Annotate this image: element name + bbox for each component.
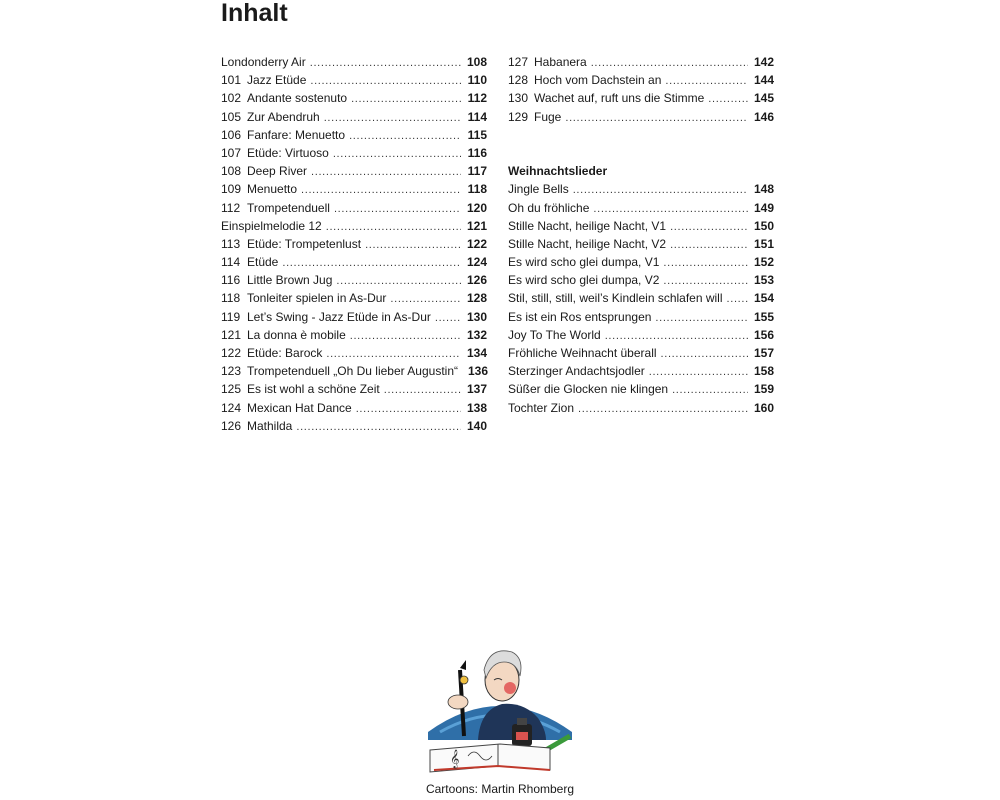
entry-page-number: 155 — [753, 309, 774, 324]
entry-title: Jingle Bells — [508, 182, 569, 197]
dot-leader — [727, 290, 748, 308]
entry-page-number: 148 — [753, 182, 774, 197]
entry-title: Zur Abendruh — [247, 109, 320, 124]
entry-page-number: 142 — [753, 55, 774, 69]
entry-title: Tochter Zion — [508, 400, 575, 415]
toc-entry — [221, 71, 487, 89]
dot-leader — [311, 163, 461, 181]
entry-page-number: 134 — [466, 346, 487, 360]
entry-page-number: 159 — [753, 382, 774, 397]
entry-number: 114 — [221, 255, 241, 270]
dot-leader — [301, 181, 461, 199]
dot-leader — [435, 309, 461, 327]
toc-entry — [221, 235, 487, 253]
cartoon-musician-writing-score-icon — [420, 640, 580, 775]
entry-title: Mathilda — [247, 418, 293, 433]
section-gap — [508, 126, 774, 162]
toc-entry — [221, 289, 487, 307]
entry-title: Trompetenduell — [247, 200, 330, 215]
dot-leader — [578, 400, 748, 418]
dot-leader — [333, 145, 461, 163]
entry-page-number: 128 — [466, 291, 487, 306]
toc-entry — [221, 362, 487, 380]
toc-entry — [221, 199, 487, 217]
entry-title: Little Brown Jug — [247, 273, 333, 288]
toc-entry — [221, 271, 487, 289]
entry-number: 109 — [221, 182, 242, 197]
entry-title: Süßer die Glocken nie klingen — [508, 382, 669, 397]
entry-page-number: 124 — [466, 255, 487, 270]
toc-entry — [508, 308, 774, 326]
entry-title: Oh du fröhliche — [508, 200, 590, 215]
entry-page-number: 149 — [753, 200, 774, 215]
entry-title: Fröhliche Weihnacht überall — [508, 346, 657, 361]
dot-leader — [356, 400, 461, 418]
entry-page-number: 115 — [467, 127, 487, 142]
entry-page-number: 118 — [467, 182, 487, 197]
toc-right-column — [508, 53, 774, 417]
entry-title: Etüde: Barock — [247, 346, 323, 360]
toc-entry — [508, 53, 774, 71]
entry-page-number: 117 — [467, 164, 487, 179]
toc-entry — [221, 417, 487, 435]
dot-leader — [605, 327, 748, 345]
entry-title: Wachet auf, ruft uns die Stimme — [534, 91, 705, 106]
entry-number: 112 — [221, 200, 241, 215]
toc-entry — [508, 180, 774, 198]
dot-leader — [665, 72, 748, 90]
christmas-songs-list — [508, 180, 774, 416]
entry-number: 116 — [221, 273, 241, 288]
entry-title: Menuetto — [247, 182, 298, 197]
entry-page-number: 116 — [467, 145, 487, 160]
dot-leader — [649, 363, 748, 381]
toc-entry — [508, 235, 774, 253]
dot-leader — [336, 272, 461, 290]
dot-leader — [282, 254, 461, 272]
entry-title: Habanera — [534, 55, 587, 69]
entry-title: Hoch vom Dachstein an — [534, 73, 662, 88]
entry-title: Etüde — [247, 255, 279, 270]
toc-entry — [221, 253, 487, 271]
entry-title: Es wird scho glei dumpa, V1 — [508, 255, 660, 270]
toc-entry — [508, 89, 774, 107]
toc-entry — [221, 108, 487, 126]
entry-page-number: 160 — [753, 400, 774, 415]
entry-page-number: 154 — [753, 291, 774, 306]
entry-number: 124 — [221, 400, 242, 415]
entry-title: Es ist wohl a schöne Zeit — [247, 382, 380, 397]
dot-leader — [670, 218, 748, 236]
entry-number: 106 — [221, 127, 242, 142]
entry-number: 126 — [221, 418, 242, 433]
entry-number: 125 — [221, 382, 242, 397]
dot-leader — [708, 90, 748, 108]
dot-leader — [565, 109, 748, 127]
toc-entry — [508, 199, 774, 217]
christmas-section-heading: Weihnachtslieder — [508, 164, 608, 179]
entry-number: 107 — [221, 145, 242, 160]
toc-entry — [508, 217, 774, 235]
entry-title: Einspielmelodie 12 — [221, 218, 322, 233]
cartoon-credit: Cartoons: Martin Rhomberg — [425, 782, 575, 796]
entry-number: 119 — [221, 309, 241, 324]
toc-entry — [221, 399, 487, 417]
entry-title: Es ist ein Ros entsprungen — [508, 309, 652, 324]
entry-page-number: 132 — [466, 327, 487, 342]
dot-leader — [349, 127, 461, 145]
toc-entry — [508, 399, 774, 417]
toc-entry — [508, 108, 774, 126]
toc-entry — [221, 53, 487, 71]
entry-number: 129 — [508, 109, 529, 124]
toc-entry — [221, 89, 487, 107]
entry-title: Stille Nacht, heilige Nacht, V2 — [508, 236, 667, 251]
toc-entry — [508, 71, 774, 89]
entry-page-number: 156 — [753, 327, 774, 342]
toc-right-top-list — [508, 53, 774, 126]
entry-page-number: 152 — [753, 255, 774, 270]
entry-page-number: 112 — [467, 91, 487, 106]
toc-entry — [221, 144, 487, 162]
entry-title: Trompetenduell „Oh Du lieber Augustin“ — [247, 364, 458, 379]
dot-leader — [670, 236, 748, 254]
entry-page-number: 137 — [466, 382, 487, 397]
toc-entry — [508, 380, 774, 398]
toc-entry — [221, 126, 487, 144]
dot-leader — [326, 345, 461, 363]
entry-page-number: 108 — [466, 55, 487, 69]
entry-title: Sterzinger Andachtsjodler — [508, 364, 645, 379]
entry-number: 101 — [221, 73, 242, 88]
entry-title: Deep River — [247, 164, 308, 179]
entry-title: Fanfare: Menuetto — [247, 127, 346, 142]
toc-entry — [221, 162, 487, 180]
entry-page-number: 126 — [466, 273, 487, 288]
dot-leader — [326, 218, 461, 236]
entry-title: Andante sostenuto — [247, 91, 348, 106]
entry-number: 118 — [221, 291, 241, 306]
entry-page-number: 153 — [753, 273, 774, 288]
dot-leader — [310, 54, 461, 72]
dot-leader — [296, 418, 461, 436]
svg-text:𝄞: 𝄞 — [450, 749, 460, 768]
entry-title: Let’s Swing - Jazz Etüde in As-Dur — [247, 309, 431, 324]
entry-page-number: 120 — [466, 200, 487, 215]
toc-entry — [508, 253, 774, 271]
entry-title: Mexican Hat Dance — [247, 400, 352, 415]
entry-number: 122 — [221, 346, 242, 360]
dot-leader — [324, 109, 461, 127]
toc-entry — [221, 180, 487, 198]
toc-entry — [508, 344, 774, 362]
entry-number: 102 — [221, 91, 242, 106]
toc-entry — [508, 326, 774, 344]
dot-leader — [593, 200, 748, 218]
entry-page-number: 158 — [753, 364, 774, 379]
entry-page-number: 114 — [467, 109, 487, 124]
toc-entry — [508, 289, 774, 307]
entry-page-number: 110 — [467, 73, 487, 88]
dot-leader — [573, 181, 748, 199]
entry-number: 130 — [508, 91, 529, 106]
dot-leader — [350, 327, 461, 345]
entry-page-number: 130 — [466, 309, 487, 324]
entry-title: Stille Nacht, heilige Nacht, V1 — [508, 218, 667, 233]
dot-leader — [334, 200, 461, 218]
entry-title: Fuge — [534, 109, 562, 124]
toc-entry — [221, 326, 487, 344]
toc-entry — [221, 344, 487, 362]
dot-leader — [390, 290, 461, 308]
entry-title: Stil, still, still, weil’s Kindlein schlafen will — [508, 291, 723, 306]
entry-page-number: 151 — [753, 236, 774, 251]
toc-entry — [221, 217, 487, 235]
dot-leader — [365, 236, 461, 254]
entry-title: Londonderry Air — [221, 55, 306, 69]
entry-number: 127 — [508, 55, 529, 69]
entry-page-number: 144 — [753, 73, 774, 88]
toc-entry — [508, 362, 774, 380]
entry-number: 123 — [221, 364, 242, 379]
dot-leader — [384, 381, 461, 399]
entry-title: Joy To The World — [508, 327, 601, 342]
entry-title: Etüde: Virtuoso — [247, 145, 329, 160]
dot-leader — [663, 254, 748, 272]
entry-title: Jazz Etüde — [247, 73, 307, 88]
entry-number: 108 — [221, 164, 242, 179]
entry-title: Etüde: Trompetenlust — [247, 236, 362, 251]
toc-entry — [221, 380, 487, 398]
entry-title: La donna è mobile — [247, 327, 346, 342]
entry-page-number: 150 — [753, 218, 774, 233]
entry-number: 105 — [221, 109, 242, 124]
dot-leader — [663, 272, 748, 290]
dot-leader — [661, 345, 748, 363]
entry-page-number: 145 — [753, 91, 774, 106]
entry-page-number: 157 — [753, 346, 774, 361]
dot-leader — [672, 381, 748, 399]
entry-page-number: 122 — [466, 236, 487, 251]
entry-number: 121 — [221, 327, 242, 342]
entry-number: 128 — [508, 73, 529, 88]
page-title: Inhalt — [221, 0, 288, 27]
entry-number: 113 — [221, 236, 241, 251]
toc-left-column — [221, 53, 487, 435]
toc-entry — [508, 271, 774, 289]
dot-leader — [310, 72, 461, 90]
entry-page-number: 136 — [467, 364, 488, 379]
dot-leader — [591, 54, 748, 72]
entry-title: Tonleiter spielen in As-Dur — [247, 291, 387, 306]
entry-title: Es wird scho glei dumpa, V2 — [508, 273, 660, 288]
dot-leader — [655, 309, 748, 327]
toc-entry — [221, 308, 487, 326]
entry-page-number: 146 — [753, 109, 774, 124]
dot-leader — [351, 90, 461, 108]
entry-page-number: 140 — [466, 418, 487, 433]
entry-page-number: 121 — [466, 218, 487, 233]
entry-page-number: 138 — [466, 400, 487, 415]
